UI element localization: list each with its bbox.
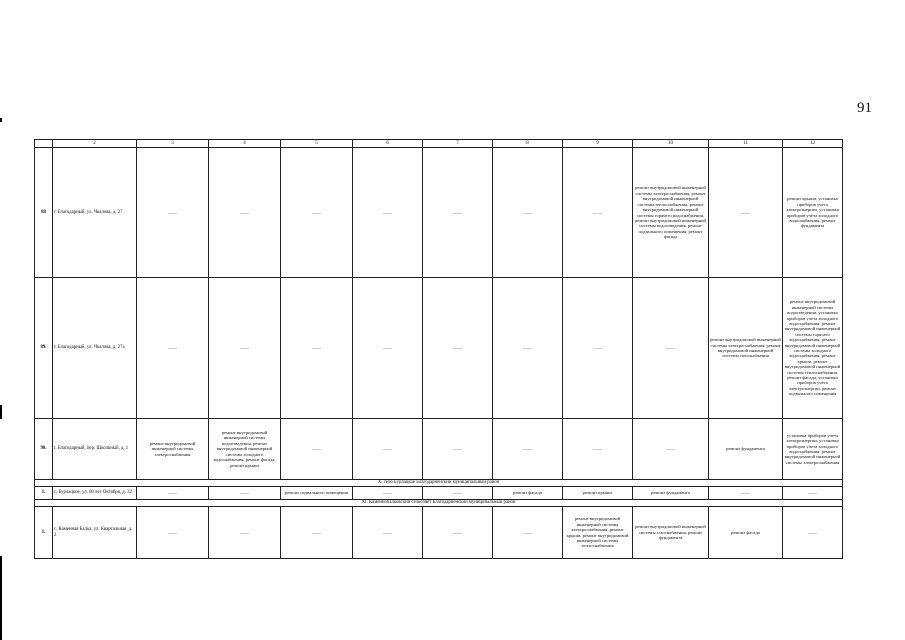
work-cell-col-8: —— (493, 507, 563, 559)
section-heading-row (35, 500, 843, 507)
column-number-8: 8 (493, 140, 563, 148)
work-cell-col-7: —— (423, 148, 493, 278)
work-cell-col-6: —— (353, 487, 423, 500)
work-cell-col-10: —— (633, 278, 709, 419)
work-cell-col-4: —— (209, 507, 281, 559)
row-number: 88 (35, 148, 53, 278)
table-row (35, 487, 843, 500)
column-number-4: 4 (209, 140, 281, 148)
table-row (35, 507, 843, 559)
work-cell-col-12: —— (783, 507, 843, 559)
work-cell-col-5: —— (281, 507, 353, 559)
work-cell-col-11: —— (709, 148, 783, 278)
row-number: 1. (35, 487, 53, 500)
work-cell-col-3: ремонт внутридомовой инженерной системы электроснабжения (137, 419, 209, 480)
work-cell-col-6: —— (353, 148, 423, 278)
page-edge-mark-top (0, 118, 2, 122)
column-number-5: 5 (281, 140, 353, 148)
row-number: 89. (35, 278, 53, 419)
work-cell-col-11: ремонт внутридомовой инженерной системы электроснабжения, ремонт внутридомовой инженерной системы газоснабжения (709, 278, 783, 419)
address-cell: г. Благодарный, ул. Чкалова, д. 27 (53, 148, 137, 278)
work-cell-col-6: —— (353, 419, 423, 480)
column-number-7: 7 (423, 140, 493, 148)
work-cell-col-8: ремонт фасада (493, 487, 563, 500)
address-cell: с. Бурлацкое, ул. 60 лет Октября, д. 32 (53, 487, 137, 500)
column-number-12: 12 (783, 140, 843, 148)
table-row (35, 419, 843, 480)
work-cell-col-7: —— (423, 278, 493, 419)
work-cell-col-9: —— (563, 278, 633, 419)
register-table (34, 139, 843, 559)
work-cell-col-5: —— (281, 419, 353, 480)
column-number-11: 11 (709, 140, 783, 148)
address-cell: г. Благодарный, пер. Школьный, д. 1 (53, 419, 137, 480)
section-heading: XI. Каменнобалковский сельсовет Благодарненский муниципальный район (35, 500, 843, 507)
work-cell-col-10: —— (633, 419, 709, 480)
work-cell-col-4: ремонт внутридомовой инженерной системы водоотведения, ремонт внутридомовой инженерной системы холодного водоснабжения, ремонт фасада, ремонт крыши (209, 419, 281, 480)
work-cell-col-9: —— (563, 148, 633, 278)
table-row (35, 148, 843, 278)
work-cell-col-7: —— (423, 507, 493, 559)
column-number-3: 3 (137, 140, 209, 148)
row-number: 1. (35, 507, 53, 559)
column-number-10: 10 (633, 140, 709, 148)
work-cell-col-5: —— (281, 148, 353, 278)
work-cell-col-11: ремонт фундамента (709, 419, 783, 480)
section-heading: X. село Бурлацкое Благодарненский муниципальный район (35, 480, 843, 487)
page-edge-mark-bottom (0, 556, 2, 640)
row-number: 90. (35, 419, 53, 480)
work-cell-col-3: —— (137, 278, 209, 419)
work-cell-col-3: —— (137, 507, 209, 559)
column-number-1 (35, 140, 53, 148)
work-cell-col-8: —— (493, 419, 563, 480)
work-cell-col-12: —— (783, 487, 843, 500)
work-cell-col-12: ремонт внутридомовой инженерной системы водоотведения, установка приборов учета холодного водоснабжения, ремонт внутридомовой инженерной системы горячего водоснабжения, ремонт внутридомовой инженерной системы холодного водоснабжения, ремонт крыши, ремонт внутридомовой инженерной системы теплоснабжения, ремонт фасада, установка приборов учета электроэнергии, ремонт подвального помещения (783, 278, 843, 419)
work-cell-col-10: ремонт внутридомовой инженерной системы электроснабжения, ремонт внутридомовой инженерной системы теплоснабжения, ремонт внутридомовой инженерной системы горячего водоснабжения, ремонт внутридомовой инженерной системы водоотведения, ремонт подвального помещения, ремонт фасада (633, 148, 709, 278)
address-cell: с. Каменная Балка, ул. Квартальная, д. 2 (53, 507, 137, 559)
work-cell-col-12: установка приборов учета электроэнергии, установка приборов учета холодного водоснабжения, ремонт внутридомовой инженерной системы электроснабжения (783, 419, 843, 480)
work-cell-col-9: ремонт внутридомовой инженерной системы электроснабжения, ремонт крыши, ремонт внутридомовой инженерной системы теплоснабжения (563, 507, 633, 559)
work-cell-col-5: ремонт подвального помещения (281, 487, 353, 500)
page-number: 91 (857, 100, 872, 116)
work-cell-col-12: ремонт крыши, установка приборов учета электроэнергии, установка приборов учета холодного водоснабжения, ремонт фундамента (783, 148, 843, 278)
work-cell-col-6: —— (353, 507, 423, 559)
work-cell-col-8: —— (493, 148, 563, 278)
work-cell-col-11: ремонт фасада (709, 507, 783, 559)
work-cell-col-3: —— (137, 487, 209, 500)
work-cell-col-11: —— (709, 487, 783, 500)
work-cell-col-4: —— (209, 487, 281, 500)
column-number-2: 2 (53, 140, 137, 148)
column-number-6: 6 (353, 140, 423, 148)
work-cell-col-9: —— (563, 419, 633, 480)
address-cell: г. Благодарный, ул. Чкалова, д. 27а (53, 278, 137, 419)
work-cell-col-3: —— (137, 148, 209, 278)
work-cell-col-4: —— (209, 148, 281, 278)
section-heading-row (35, 480, 843, 487)
work-cell-col-4: —— (209, 278, 281, 419)
column-number-row (35, 140, 843, 148)
work-cell-col-7: —— (423, 487, 493, 500)
work-cell-col-5: —— (281, 278, 353, 419)
work-cell-col-10: ремонт фундамента (633, 487, 709, 500)
work-cell-col-6: —— (353, 278, 423, 419)
column-number-9: 9 (563, 140, 633, 148)
work-cell-col-9: ремонт крыши (563, 487, 633, 500)
table-row (35, 278, 843, 419)
work-cell-col-7: —— (423, 419, 493, 480)
table-body (35, 140, 843, 559)
work-cell-col-10: ремонт внутридомовой инженерной системы газоснабжения, ремонт фундамента (633, 507, 709, 559)
work-cell-col-8: —— (493, 278, 563, 419)
page-edge-mark-middle (0, 405, 2, 419)
